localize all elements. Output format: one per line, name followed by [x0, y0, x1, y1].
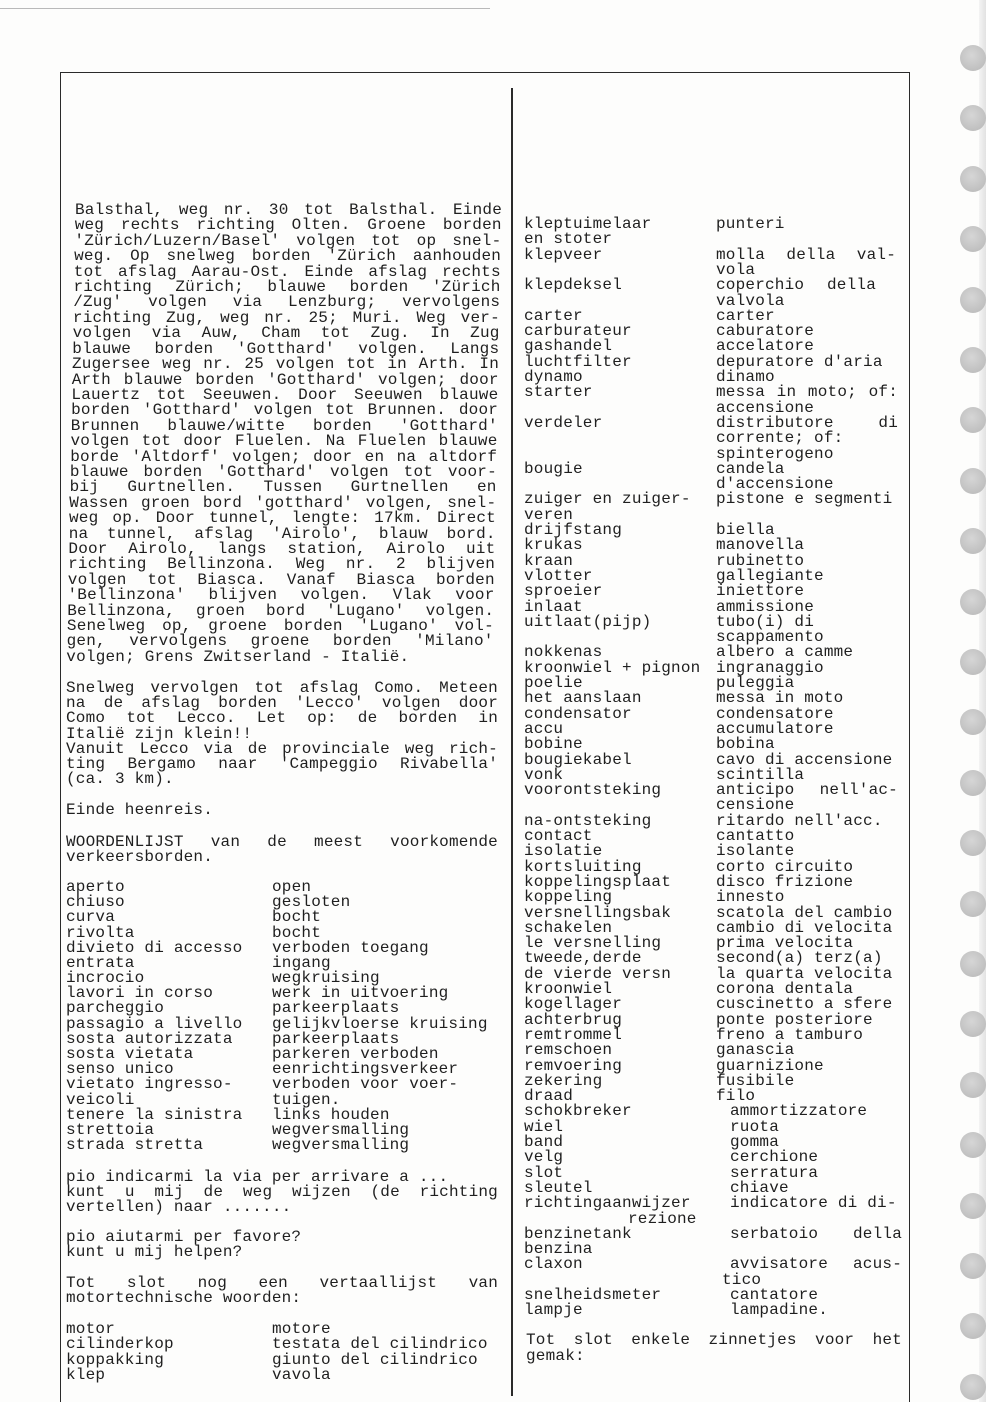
sign-term-it: strada stretta: [66, 1136, 204, 1155]
motor-term-it: messa in moto; of:: [716, 383, 898, 402]
motor-term-it: cavo di accensione: [716, 750, 893, 769]
motor-term-it: avvisatore acus-: [730, 1255, 902, 1274]
motor-term-nl: versnellingsbak: [524, 903, 672, 922]
punch-hole: [960, 951, 986, 977]
motor-term-it: lampadine.: [730, 1301, 829, 1320]
route-line: Lauertz tot Seeuwen. Door Seeuwen blauwe: [71, 385, 499, 404]
sign-term-it: divieto di accesso: [66, 938, 243, 957]
sign-term-it: senso unico: [66, 1060, 174, 1079]
route-line: borde 'Altdorf' volgen; door en na altdorf: [70, 447, 498, 466]
sign-term-nl: bocht: [272, 908, 322, 927]
route-line: Door Airolo, langs station, Airolo uit: [68, 540, 496, 559]
route-line: Brunnen blauwe/witte borden 'Gotthard': [70, 416, 498, 435]
motor-term-nl: zekering: [524, 1071, 603, 1090]
motor-term-nl: benzinetank: [524, 1224, 632, 1243]
motor-term-it: fusibile: [716, 1071, 795, 1090]
punch-hole: [960, 347, 986, 373]
motor-term-nl: zuiger en zuiger-: [524, 490, 691, 509]
italy-line: na de afslag borden 'Lecco' volgen door: [66, 694, 498, 713]
motor-intro-line: Tot slot nog een vertaallijst van: [66, 1274, 498, 1292]
motor-term-it: guarnizione: [716, 1056, 824, 1075]
motor-term-nl: remschoen: [524, 1041, 613, 1060]
punch-hole: [960, 468, 986, 494]
motor-term-nl: remtrommel: [524, 1025, 623, 1044]
sign-term-it: veicoli: [66, 1090, 135, 1109]
motor-term-nl: motor: [66, 1320, 116, 1338]
motor-term-nl: snelheidsmeter: [524, 1286, 662, 1304]
motor-term-nl: schokbreker: [524, 1102, 632, 1121]
sign-term-nl: wegversmalling: [272, 1120, 410, 1139]
sign-term-it: entrata: [66, 953, 135, 972]
sign-term-nl: bocht: [272, 923, 322, 942]
motor-term-nl: schakelen: [524, 918, 613, 937]
motor-term-nl: tweede,derde: [524, 949, 642, 968]
motor-term-nl: contact: [524, 827, 593, 845]
motor-term-nl: kleptuimelaar: [524, 215, 652, 233]
route-line: weg op. Door tunnel, lengte: 17km. Direct: [69, 509, 496, 528]
route-line: 'Zürich/Luzern/Basel' volgen tot op snel-: [74, 231, 502, 250]
motor-term-nl: cilinderkop: [66, 1335, 174, 1354]
motor-term-it: scappamento: [716, 628, 824, 647]
motor-term-nl: achterbrug: [524, 1010, 623, 1029]
motor-term-nl: nokkenas: [524, 643, 603, 662]
sign-term-nl: ingang: [272, 953, 331, 972]
motor-term-nl: vonk: [524, 765, 564, 784]
motor-term-it: la quarta velocita: [716, 964, 893, 983]
punch-hole: [960, 226, 986, 252]
motor-term-it: bobina: [716, 735, 775, 754]
motor-term-it: vola: [716, 260, 756, 279]
route-line: richting Bellinzona. Weg nr. 2 blijven: [68, 555, 496, 574]
motor-term-it: ganascia: [716, 1041, 795, 1060]
motor-term-nl: kortsluiting: [524, 857, 642, 876]
route-line: volgen tot Biasca. Vanaf Biasca borden: [67, 570, 495, 589]
motor-term-nl: poelie: [524, 674, 583, 692]
motor-term-nl: veren: [524, 505, 574, 524]
phrase-line: kunt u mij helpen?: [66, 1243, 243, 1261]
motor-term-it: accensione: [716, 398, 815, 417]
sign-term-it: sosta vietata: [66, 1044, 194, 1063]
motor-term-nl: lampje: [524, 1301, 583, 1320]
punch-hole: [960, 1193, 986, 1219]
motor-term-nl: luchtfilter: [524, 352, 632, 371]
motor-term-it: prima velocita: [716, 934, 854, 953]
punch-hole: [960, 287, 986, 313]
motor-term-nl: benzina: [524, 1240, 593, 1259]
binder-edge: [979, 0, 986, 1402]
motor-term-it: indicatore di di-: [730, 1194, 897, 1213]
motor-term-it: dinamo: [716, 368, 775, 386]
motor-term-it: ammissione: [716, 597, 815, 616]
punch-hole: [960, 770, 986, 796]
motor-term-nl: carburateur: [524, 322, 632, 341]
wordlist-heading-line: verkeersborden.: [66, 848, 214, 866]
route-line: weg. Op snelweg borden 'Zürich aanhouden: [74, 247, 502, 266]
sign-term-it: vietato ingresso-: [66, 1075, 233, 1094]
punch-hole: [960, 1374, 986, 1400]
route-line: bij Gurtnellen. Tussen Gurtnellen en: [69, 478, 497, 497]
motor-term-it: ruota: [730, 1117, 780, 1136]
motor-term-it: coperchio della: [716, 276, 876, 295]
motor-term-it: condensatore: [716, 704, 834, 723]
punch-hole: [960, 45, 986, 71]
motor-term-nl: klep: [66, 1365, 106, 1384]
motor-term-it: cerchione: [730, 1148, 819, 1167]
italy-line: (ca. 3 km).: [66, 770, 174, 789]
motor-term-it: censione: [716, 796, 795, 815]
wordlist-heading-line: WOORDENLIJST van de meest voorkomende: [66, 833, 498, 851]
phrase-line: pio indicarmi la via per arrivare a ...: [66, 1168, 449, 1186]
sign-term-it: sosta autorizzata: [66, 1029, 233, 1048]
column-divider: [511, 88, 513, 1396]
sign-term-nl: parkeerplaats: [272, 999, 400, 1018]
motor-term-nl: het aanslaan: [524, 689, 642, 708]
phrase-line: pio aiutarmi per favore?: [66, 1228, 302, 1246]
motor-term-nl: en stoter: [524, 230, 613, 249]
end-note-text: Einde heenreis.: [66, 801, 214, 819]
motor-term-it: carter: [716, 306, 775, 325]
motor-term-nl: drijfstang: [524, 521, 623, 539]
route-line: na tunnel, afslag 'Airolo', blauw bord.: [68, 524, 496, 543]
motor-term-it: chiave: [730, 1178, 789, 1197]
motor-term-it: filo: [716, 1087, 756, 1106]
motor-term-it: rubinetto: [716, 551, 805, 570]
motor-term-it: gallegiante: [716, 566, 824, 585]
motor-term-nl: kraan: [524, 551, 574, 570]
motor-term-it: iniettore: [716, 582, 805, 601]
route-line: volgen via Auw, Cham tot Zug. In Zug: [72, 324, 500, 343]
closing-line: Tot slot enkele zinnetjes voor het: [526, 1331, 902, 1349]
motor-term-nl: bougiekabel: [524, 750, 632, 769]
motor-term-nl: kroonwiel: [524, 980, 613, 998]
closing-line: gemak:: [526, 1347, 585, 1365]
route-line: Zugersee weg nr. 25 volgen tot in Arth. In: [72, 355, 499, 374]
motor-term-it: innesto: [716, 888, 785, 907]
italy-line: Como tot Lecco. Let op: de borden in: [66, 709, 498, 728]
motor-term-nl: richtingaanwijzer: [524, 1194, 691, 1213]
motor-term-nl: uitlaat(pijp): [524, 612, 652, 631]
route-line: blauwe borden 'Gotthard' volgen. Langs: [72, 339, 500, 358]
motor-term-it: ritardo nell'acc.: [716, 811, 883, 830]
italy-line: Vanuit Lecco via de provinciale weg rich-: [66, 739, 498, 758]
motor-term-nl: koppelingsplaat: [524, 872, 672, 891]
sign-term-nl: links houden: [272, 1105, 390, 1124]
motor-term-nl: isolatie: [524, 842, 603, 861]
motor-term-nl: band: [524, 1133, 564, 1151]
motor-term-it: vavola: [272, 1365, 331, 1384]
motor-term-nl: sproeier: [524, 582, 603, 601]
motor-term-it: cantatore: [730, 1286, 819, 1304]
motor-term-it: ponte posteriore: [716, 1010, 873, 1029]
motor-term-it: serratura: [730, 1163, 819, 1182]
punch-hole: [960, 528, 986, 554]
punch-hole: [960, 1132, 986, 1158]
motor-term-nl: bougie: [524, 459, 583, 478]
punch-hole: [960, 830, 986, 856]
italy-line: Italië zijn klein!!: [66, 724, 253, 743]
motor-term-nl: koppakking: [66, 1350, 165, 1369]
motor-term-it: motore: [272, 1320, 331, 1338]
sign-term-it: tenere la sinistra: [66, 1105, 243, 1124]
motor-term-it: cantatto: [716, 827, 795, 845]
sign-term-it: lavori in corso: [66, 984, 214, 1003]
punch-hole: [960, 891, 986, 917]
route-line: Wassen groen bord 'gotthard' volgen, snel-: [69, 493, 497, 512]
sign-term-nl: parkeren verboden: [272, 1044, 439, 1063]
sign-term-it: rivolta: [66, 923, 135, 942]
motor-term-nl: koppeling: [524, 888, 613, 907]
motor-term-nl: voorontsteking: [524, 781, 662, 800]
motor-term-it: second(a) terz(a): [716, 949, 883, 968]
motor-term-it: caburatore: [716, 322, 815, 341]
motor-term-nl: krukas: [524, 536, 583, 555]
motor-term-nl: gashandel: [524, 337, 613, 356]
motor-term-nl: rezione: [628, 1209, 697, 1228]
motor-term-it: corto circuito: [716, 857, 854, 876]
punch-hole: [960, 589, 986, 615]
motor-term-nl: dynamo: [524, 368, 583, 386]
motor-term-it: manovella: [716, 536, 805, 555]
sign-term-nl: verboden voor voer-: [272, 1075, 459, 1094]
sign-term-it: passagio a livello: [66, 1014, 243, 1033]
route-line: Balsthal, weg nr. 30 tot Balsthal. Einde: [75, 201, 502, 219]
motor-term-nl: kogellager: [524, 995, 623, 1014]
sign-term-it: parcheggio: [66, 999, 165, 1018]
route-line: 'Bellinzona' blijven volgen. Vlak voor: [67, 586, 495, 605]
motor-term-it: anticipo nell'ac-: [716, 781, 898, 800]
motor-term-nl: na-ontsteking: [524, 811, 652, 830]
motor-term-it: serbatoio della: [730, 1224, 902, 1243]
motor-term-it: albero a camme: [716, 643, 854, 662]
motor-term-it: valvola: [716, 291, 785, 310]
sign-term-nl: gesloten: [272, 893, 351, 912]
motor-term-it: puleggia: [716, 674, 795, 692]
motor-term-it: scatola del cambio: [716, 903, 893, 922]
sign-term-nl: wegversmalling: [272, 1136, 410, 1155]
motor-term-it: corrente; of:: [716, 429, 844, 448]
motor-term-it: isolante: [716, 842, 795, 861]
route-line: Senelweg op, groene borden 'Lugano' vol-: [66, 617, 494, 636]
phrase-line: kunt u mij de weg wijzen (de richting: [66, 1183, 498, 1201]
motor-term-it: biella: [716, 521, 775, 539]
sign-term-nl: open: [272, 878, 312, 896]
motor-term-nl: de vierde versn: [524, 964, 672, 983]
motor-term-nl: draad: [524, 1087, 574, 1106]
motor-term-it: corona dentala: [716, 980, 854, 998]
italy-line: Snelweg vervolgen tot afslag Como. Meteen: [66, 679, 498, 697]
motor-term-it: ammortizzatore: [730, 1102, 868, 1121]
motor-term-nl: klepdeksel: [524, 276, 623, 295]
sign-term-nl: verboden toegang: [272, 938, 429, 957]
route-line: borden 'Gotthard' volgen tot Brunnen. door: [71, 401, 499, 420]
motor-term-it: accumulatore: [716, 719, 834, 738]
motor-term-it: cuscinetto a sfere: [716, 995, 893, 1014]
motor-term-nl: sleutel: [524, 1178, 593, 1197]
motor-term-it: distributore di: [716, 413, 898, 432]
route-line: Bellinzona, groen bord 'Lugano' volgen.: [67, 601, 495, 620]
route-line: volgen; Grens Zwitserland - Italië.: [66, 647, 410, 666]
scan-edge-line: [0, 8, 490, 9]
sign-term-it: aperto: [66, 878, 125, 896]
sign-term-nl: wegkruising: [272, 969, 380, 988]
motor-term-nl: vlotter: [524, 566, 593, 585]
motor-term-nl: kroonwiel + pignon: [524, 658, 701, 677]
motor-term-it: d'accensione: [716, 475, 834, 494]
motor-term-it: depuratore d'aria: [716, 352, 883, 371]
punch-hole: [960, 649, 986, 675]
motor-term-nl: accu: [524, 719, 564, 738]
motor-term-it: punteri: [716, 215, 785, 233]
motor-term-it: molla della val-: [716, 245, 896, 264]
punch-hole: [960, 166, 986, 192]
motor-term-nl: slot: [524, 1163, 564, 1182]
motor-term-it: gomma: [730, 1133, 780, 1151]
motor-term-it: candela: [716, 459, 785, 478]
sign-term-it: strettoia: [66, 1120, 155, 1139]
punch-hole: [960, 1253, 986, 1279]
motor-term-nl: le versnelling: [524, 934, 662, 953]
route-line: richting Zug, weg nr. 25; Muri. Weg ver-: [72, 308, 500, 327]
motor-term-it: tico: [722, 1270, 762, 1289]
italy-line: ting Bergamo naar 'Campeggio Rivabella': [66, 755, 498, 773]
motor-term-nl: remvoering: [524, 1056, 623, 1075]
sign-term-nl: gelijkvloerse kruising: [272, 1014, 488, 1033]
motor-term-nl: carter: [524, 306, 583, 325]
sign-term-nl: parkeerplaats: [272, 1029, 400, 1048]
route-line: gen, vervolgens groene borden 'Milano': [66, 632, 494, 651]
phrase-line: vertellen) naar .......: [66, 1198, 292, 1216]
motor-term-it: ingranaggio: [716, 658, 824, 677]
motor-term-nl: klepveer: [524, 245, 603, 264]
sign-term-nl: tuigen.: [272, 1090, 341, 1109]
route-line: tot afslag Aarau-Ost. Einde afslag rechts: [73, 262, 501, 281]
motor-term-nl: velg: [524, 1148, 564, 1167]
punch-hole: [960, 1072, 986, 1098]
motor-term-nl: verdeler: [524, 413, 603, 432]
motor-term-it: testata del cilindrico: [272, 1335, 488, 1354]
motor-term-it: accelatore: [716, 337, 815, 356]
route-line: volgen tot door Fluelen. Na Fluelen blauwe: [70, 432, 498, 451]
motor-term-it: pistone e segmenti: [716, 490, 893, 509]
motor-term-it: tubo(i) di: [716, 612, 815, 631]
motor-term-it: freno a tamburo: [716, 1025, 864, 1044]
route-line: blauwe borden 'Gotthard' volgen tot voor-: [69, 462, 497, 481]
motor-term-it: scintilla: [716, 765, 805, 784]
sign-term-nl: werk in uitvoering: [272, 984, 449, 1003]
motor-term-it: disco frizione: [716, 872, 854, 891]
motor-term-it: giunto del cilindrico: [272, 1350, 478, 1369]
motor-intro-line: motortechnische woorden:: [66, 1289, 302, 1307]
motor-term-nl: wiel: [524, 1117, 564, 1136]
motor-term-nl: starter: [524, 383, 593, 402]
sign-term-nl: eenrichtingsverkeer: [272, 1060, 459, 1079]
route-line: richting Zürich; blauwe borden 'Zürich: [73, 278, 501, 297]
motor-term-nl: condensator: [524, 704, 632, 723]
motor-term-nl: claxon: [524, 1255, 583, 1274]
motor-term-it: cambio di velocita: [716, 918, 893, 937]
sign-term-it: incrocio: [66, 969, 145, 988]
motor-term-nl: inlaat: [524, 597, 583, 616]
route-line: weg rechts richting Olten. Groene borden: [74, 216, 502, 235]
motor-term-nl: bobine: [524, 735, 583, 754]
motor-term-it: spinterogeno: [716, 444, 834, 463]
sign-term-it: chiuso: [66, 893, 125, 912]
route-line: Arth blauwe borden 'Gotthard' volgen; door: [71, 370, 499, 389]
motor-term-it: messa in moto: [716, 689, 844, 708]
route-line: /Zug' volgen via Lenzburg; vervolgens: [73, 293, 501, 312]
sign-term-it: curva: [66, 908, 116, 927]
